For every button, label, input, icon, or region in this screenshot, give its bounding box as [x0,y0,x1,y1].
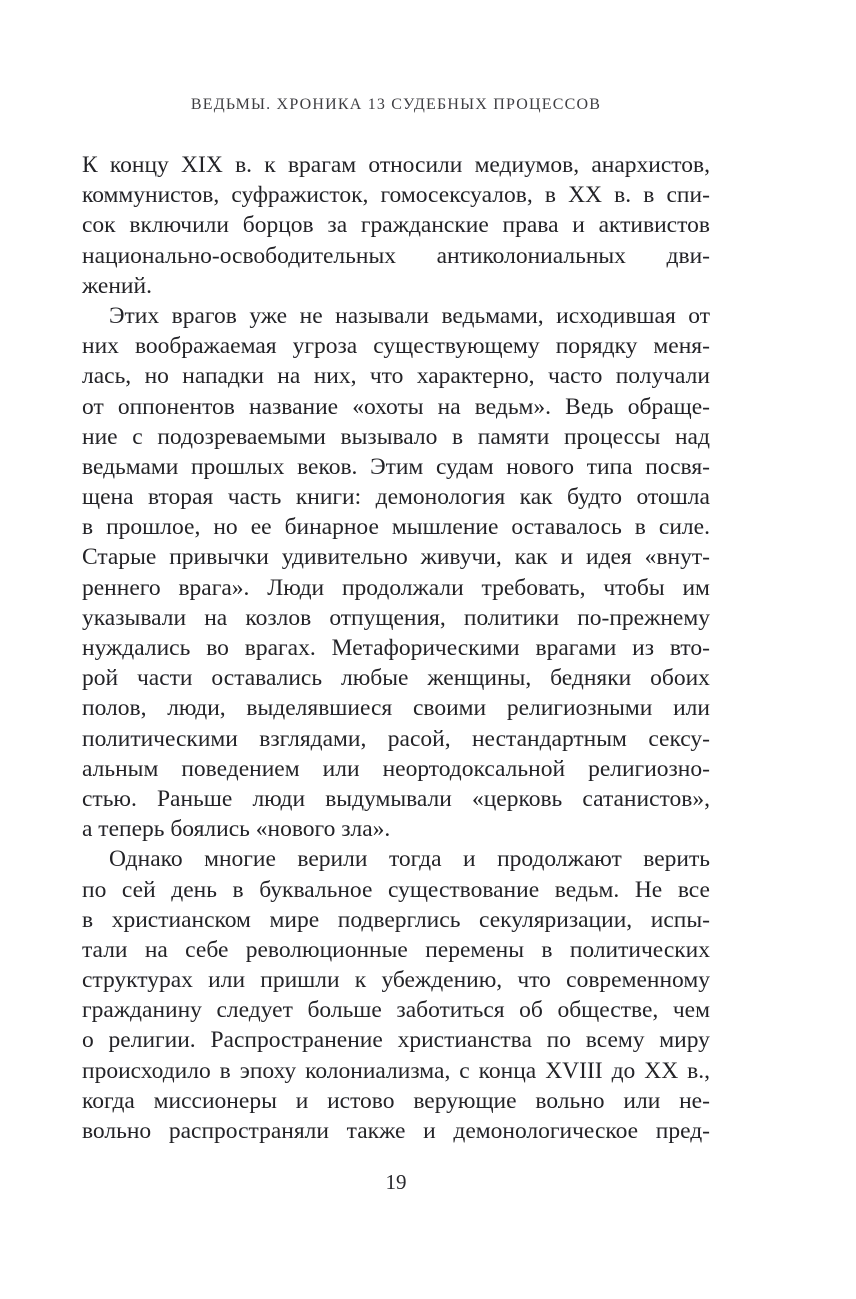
paragraph [82,150,710,301]
word: испы- [650,906,710,933]
text-line [82,965,710,995]
page-body-text [82,150,710,1146]
word: что [369,363,404,390]
word: истово [327,1087,395,1114]
word: на [437,393,461,420]
word: верили [297,846,368,873]
word: всему [585,1027,645,1054]
word: любые [340,665,409,692]
word: меня- [653,333,710,360]
word: памяти [477,423,550,450]
word: анархистов, [591,152,710,178]
text-line [82,452,710,482]
word: или [673,695,710,722]
word: обраще- [627,393,710,420]
word: существование [387,876,540,903]
word: национально-освободительных [82,242,396,269]
word: день [171,876,217,903]
text-line [82,150,710,180]
text-line [82,392,710,422]
word: них [82,333,119,360]
word: политики [463,604,560,631]
word: взглядами, [259,725,367,752]
word: «охоты [352,393,424,420]
word: в [541,936,553,963]
word: вольно [82,1118,152,1144]
word: козлов [245,604,312,631]
text-line: жений. [82,272,152,299]
word: К [82,152,98,178]
word: и [560,544,574,571]
word: врага». [178,574,250,601]
word: религии. [108,1027,196,1054]
word: Ведь [565,393,614,420]
word: в [82,514,94,541]
word: не [299,302,323,329]
word: обществе, [557,997,659,1024]
word: относили [368,152,463,178]
text-line [82,1056,710,1086]
word: к [264,152,276,178]
text-line [82,875,710,905]
word: тогда [388,846,442,873]
word: пред- [655,1118,710,1144]
word: активистов [598,212,710,239]
word: характерно, [416,363,535,390]
word: в [232,876,244,903]
text-line [82,361,710,391]
word: дви- [666,242,710,269]
word: бедняки [550,665,632,692]
word: но [144,363,169,390]
word: медиумов, [474,152,580,178]
word: религиозно- [588,755,710,782]
word: уже [249,302,288,329]
word: удивительно [281,544,408,571]
word: в., [687,1057,710,1084]
word: на [277,363,301,390]
word: ведьм. [554,876,620,903]
text-line [82,241,710,271]
word: заботиться [396,997,505,1024]
word: получали [615,363,710,390]
text-line [82,784,710,814]
word: пришли [260,967,340,994]
word: лась, [82,363,132,390]
word: в [82,906,94,933]
word: миссионеры [153,1087,277,1114]
word: часто [547,363,603,390]
word: в [219,1057,231,1084]
word: полов, [82,695,147,722]
text-line [82,1116,710,1146]
word: подверглись [337,906,461,933]
word: к [354,967,367,994]
word: нестандартным [471,725,627,752]
word: силе. [658,514,710,541]
word: спи- [666,182,710,209]
word: врагах. [244,635,316,661]
word: убеждению, [381,967,503,994]
word: привычки [169,544,269,571]
text-line [82,512,710,542]
word: по [546,1027,571,1054]
word: Этих [109,302,160,329]
word: им [682,574,710,601]
word: буквальное [259,876,373,903]
word: XX [568,182,603,209]
word: нового [506,453,575,480]
text-line [82,724,710,754]
text-line [82,422,710,452]
text-line [82,844,710,874]
word: о [82,1027,94,1054]
word: от [82,393,104,420]
text-line [82,603,710,633]
word: отошла [636,484,710,511]
word: женщины, [427,665,532,692]
word: будто [567,484,623,511]
word: права [502,212,559,239]
word: Старые [82,544,157,571]
word: демонологическое [453,1118,639,1144]
word: оставались [211,665,323,692]
word: оппонентов [117,393,235,420]
word: врагам [287,152,357,178]
word: врагами [535,635,617,661]
word: из [632,635,655,661]
word: ведьм». [474,393,552,420]
word: угроза [292,333,358,360]
word: в [634,514,646,541]
word: как [519,484,553,511]
word: когда [82,1087,135,1114]
word: до [611,1057,636,1084]
paragraph [82,301,710,844]
word: следует [216,997,293,1024]
word: секуляризации, [479,906,633,933]
word: с [459,1057,470,1084]
word: ведьмами, [441,302,544,329]
word: чтобы [603,574,665,601]
word: или [623,1087,661,1114]
word: «церковь [471,785,563,812]
word: эпоху [239,1057,297,1084]
paragraph [82,844,710,1146]
word: демонология [375,484,506,511]
text-line [82,633,710,663]
word: XVIII [545,1057,603,1084]
word: сок [82,212,116,239]
word: как [514,544,548,571]
word: существующему [373,333,540,360]
word: части [136,665,193,692]
word: или [208,967,246,994]
word: реннего [82,574,161,601]
word: в [643,182,655,209]
text-line [82,482,710,512]
word: и [572,212,585,239]
text-line [82,754,710,784]
word: гражданские [360,212,489,239]
word: мышление [391,514,499,541]
word: борцов [242,212,314,239]
text-line [82,1025,710,1055]
word: рой [82,665,119,692]
word: чем [672,997,710,1024]
word: за [327,212,348,239]
word: люди [252,785,306,812]
word: все [677,876,710,903]
word: веков. [297,453,358,480]
word: революционные [245,936,408,963]
word: суфражисток, [231,182,369,209]
word: порядку [555,333,638,360]
text-line [82,542,710,572]
word: не- [679,1087,710,1114]
word: Однако [109,846,183,873]
word: Люди [267,574,325,601]
text-line [82,935,710,965]
word: процессы [563,423,661,450]
word: книги: [295,484,362,511]
word: требовать, [481,574,586,601]
word: распространяли [168,1118,329,1144]
word: на [144,936,168,963]
word: вторая [148,484,214,511]
word: верующие [413,1087,517,1114]
word: и [463,846,476,873]
word: с [132,423,143,450]
word: колониализма, [305,1057,451,1084]
word: часть [227,484,282,511]
word: по-прежнему [577,604,710,631]
word: включили [129,212,229,239]
word: воображаемая [134,333,277,360]
word: название [249,393,339,420]
word: от [688,302,710,329]
word: коммунистов, [82,182,220,209]
word: ее [250,514,272,541]
word: продолжали [341,574,464,601]
word: структурах [82,967,193,994]
word: по [82,876,107,903]
word: тали [82,936,128,963]
running-header: ВЕДЬМЫ. ХРОНИКА 13 СУДЕБНЫХ ПРОЦЕССОВ [190,96,602,113]
word: вызывало [340,423,438,450]
word: выделявшиеся [246,695,393,722]
word: сей [121,876,156,903]
word: отпущения, [329,604,446,631]
word: гомосексуалов, [380,182,533,209]
word: политическими [82,725,238,752]
word: обоих [650,665,710,692]
word: прошлое, [106,514,201,541]
word: типа [586,453,633,480]
word: них, [313,363,357,390]
word: своими [412,695,487,722]
word: живучи, [420,544,502,571]
word: себе [185,936,229,963]
word: об [519,997,543,1024]
word: верить [643,846,710,873]
word: в [452,423,464,450]
word: гражданину [82,997,202,1024]
word: продолжают [497,846,622,873]
text-line [82,1086,710,1116]
word: концу [109,152,169,178]
word: или [322,755,360,782]
text-line [82,210,710,240]
word: христианства [397,1027,532,1054]
word: религиозными [506,695,653,722]
word: подозреваемыми [157,423,326,450]
word: конца [478,1057,537,1084]
word: и [295,1087,309,1114]
word: щена [82,484,134,511]
word: исходившая [556,302,676,329]
word: указывали [82,604,187,631]
word: посвя- [645,453,710,480]
text-line [82,301,710,331]
word: над [674,423,710,450]
word: происходило [82,1057,211,1084]
text-line [82,180,710,210]
word: вто- [669,635,710,661]
word: ведьмами [82,453,179,480]
word: поведением [181,755,300,782]
word: Этим [370,453,424,480]
word: расой, [387,725,451,752]
word: называли [335,302,429,329]
word: прошлых [190,453,285,480]
word: оставалось [511,514,622,541]
word: на [204,604,228,631]
text-line [82,663,710,693]
word: стью. [82,785,137,812]
text-line [82,995,710,1025]
word: Метафорическими [331,635,520,661]
word: христианском [111,906,251,933]
word: альным [82,755,159,782]
word: многие [204,846,276,873]
word: современному [566,967,710,994]
word: но [213,514,238,541]
word: вольно [535,1087,605,1114]
word: Раньше [156,785,233,812]
word: судам [435,453,494,480]
word: мире [269,906,320,933]
word: люди, [167,695,226,722]
word: XX [644,1057,679,1084]
text-line [82,905,710,935]
word: в [544,182,556,209]
word: больше [307,997,382,1024]
word: и [423,1118,436,1144]
word: также [346,1118,406,1144]
word: нападки [182,363,264,390]
text-line [82,573,710,603]
word: выдумывали [325,785,452,812]
word: Не [634,876,663,903]
text-line: а теперь боялись «нового зла». [82,816,391,843]
word: в. [235,152,253,178]
word: что [517,967,551,994]
word: идея [585,544,632,571]
word: бинарное [284,514,379,541]
word: нуждались [82,635,191,661]
page-number: 19 [385,1170,407,1194]
word: политических [569,936,710,963]
word: ние [82,423,118,450]
text-line [82,693,710,723]
word: Распространение [210,1027,383,1054]
word: сексу- [648,725,710,752]
word: в. [614,182,632,209]
word: XIX [181,152,223,178]
word: перемены [425,936,525,963]
word: «внут- [644,544,710,571]
word: во [206,635,229,661]
text-line [82,331,710,361]
word: неортодоксальной [382,755,566,782]
word: миру [659,1027,710,1054]
word: антиколониальных [436,242,626,269]
word: сатанистов», [582,785,710,812]
word: врагов [171,302,237,329]
